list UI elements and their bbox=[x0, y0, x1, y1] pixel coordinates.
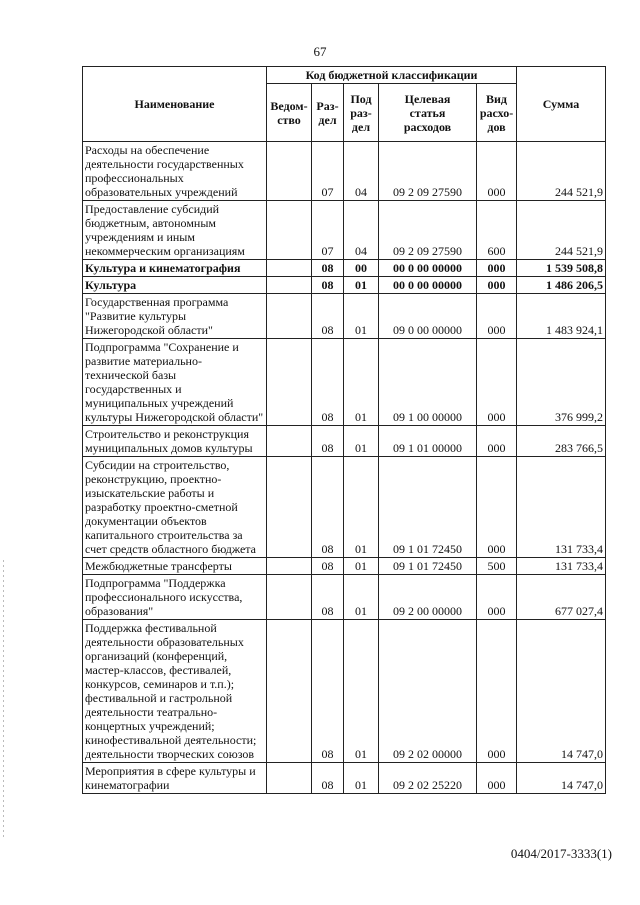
header-expense-type: Вид расхо- дов bbox=[477, 84, 517, 142]
header-razdel: Раз- дел bbox=[312, 84, 344, 142]
cell-expense-type: 000 bbox=[477, 339, 517, 426]
table-row bbox=[83, 277, 606, 294]
cell-sum: 1 483 924,1 bbox=[517, 294, 606, 339]
cell-podrazdel: 01 bbox=[344, 763, 379, 794]
cell-target-article: 00 0 00 00000 bbox=[379, 260, 477, 277]
table-row bbox=[83, 558, 606, 575]
cell-sum: 14 747,0 bbox=[517, 763, 606, 794]
cell-podrazdel: 01 bbox=[344, 620, 379, 763]
cell-name: Субсидии на строительство, реконструкцию, проектно-изыскательские работы и разработку проектно-сметной документации объектов капитального строительства за счет средств областного бюджета bbox=[83, 457, 267, 558]
cell-sum: 376 999,2 bbox=[517, 339, 606, 426]
table-row bbox=[83, 457, 606, 558]
cell-podrazdel: 00 bbox=[344, 260, 379, 277]
page-number: 67 bbox=[313, 44, 327, 59]
cell-vedomstvo bbox=[267, 763, 312, 794]
table-row bbox=[83, 142, 606, 201]
table-row bbox=[83, 294, 606, 339]
cell-podrazdel: 01 bbox=[344, 558, 379, 575]
cell-razdel: 08 bbox=[312, 763, 344, 794]
cell-vedomstvo bbox=[267, 457, 312, 558]
cell-podrazdel: 01 bbox=[344, 457, 379, 558]
cell-vedomstvo bbox=[267, 426, 312, 457]
table-row bbox=[83, 763, 606, 794]
cell-razdel: 08 bbox=[312, 575, 344, 620]
budget-table bbox=[82, 66, 606, 794]
cell-razdel: 08 bbox=[312, 339, 344, 426]
cell-target-article: 09 1 01 72450 bbox=[379, 457, 477, 558]
table-row bbox=[83, 575, 606, 620]
header-sum: Сумма bbox=[517, 67, 606, 142]
cell-razdel: 08 bbox=[312, 620, 344, 763]
cell-sum: 1 486 206,5 bbox=[517, 277, 606, 294]
cell-podrazdel: 01 bbox=[344, 277, 379, 294]
cell-sum: 244 521,9 bbox=[517, 142, 606, 201]
cell-sum: 131 733,4 bbox=[517, 558, 606, 575]
header-podrazdel: Под раз- дел bbox=[344, 84, 379, 142]
cell-name: Культура и кинематография bbox=[83, 260, 267, 277]
cell-podrazdel: 01 bbox=[344, 575, 379, 620]
table-row bbox=[83, 620, 606, 763]
cell-target-article: 09 2 09 27590 bbox=[379, 142, 477, 201]
cell-target-article: 09 2 02 25220 bbox=[379, 763, 477, 794]
cell-razdel: 08 bbox=[312, 260, 344, 277]
cell-name: Подпрограмма "Сохранение и развитие материально-технической базы государственных и муниципальных учреждений культуры Нижегородской области" bbox=[83, 339, 267, 426]
table-row bbox=[83, 201, 606, 260]
cell-expense-type: 000 bbox=[477, 142, 517, 201]
cell-razdel: 08 bbox=[312, 426, 344, 457]
cell-name: Межбюджетные трансферты bbox=[83, 558, 267, 575]
cell-name: Строительство и реконструкция муниципальных домов культуры bbox=[83, 426, 267, 457]
table-header bbox=[83, 67, 606, 142]
cell-podrazdel: 04 bbox=[344, 142, 379, 201]
cell-target-article: 09 2 00 00000 bbox=[379, 575, 477, 620]
cell-razdel: 07 bbox=[312, 201, 344, 260]
cell-name: Культура bbox=[83, 277, 267, 294]
table-row bbox=[83, 339, 606, 426]
header-name: Наименование bbox=[83, 67, 267, 142]
table-row bbox=[83, 426, 606, 457]
cell-sum: 1 539 508,8 bbox=[517, 260, 606, 277]
cell-target-article: 09 2 09 27590 bbox=[379, 201, 477, 260]
cell-target-article: 09 2 02 00000 bbox=[379, 620, 477, 763]
cell-podrazdel: 01 bbox=[344, 339, 379, 426]
cell-vedomstvo bbox=[267, 142, 312, 201]
cell-expense-type: 500 bbox=[477, 558, 517, 575]
header-classification-group: Код бюджетной классификации bbox=[267, 67, 517, 84]
cell-razdel: 08 bbox=[312, 294, 344, 339]
cell-podrazdel: 01 bbox=[344, 426, 379, 457]
cell-expense-type: 000 bbox=[477, 763, 517, 794]
table-body bbox=[83, 142, 606, 794]
header-vedomstvo: Ведом- ство bbox=[267, 84, 312, 142]
cell-expense-type: 000 bbox=[477, 575, 517, 620]
cell-razdel: 08 bbox=[312, 457, 344, 558]
cell-target-article: 00 0 00 00000 bbox=[379, 277, 477, 294]
cell-sum: 283 766,5 bbox=[517, 426, 606, 457]
scan-edge-mark bbox=[3, 560, 4, 840]
table-row bbox=[83, 260, 606, 277]
cell-razdel: 08 bbox=[312, 558, 344, 575]
cell-sum: 14 747,0 bbox=[517, 620, 606, 763]
cell-target-article: 09 1 01 00000 bbox=[379, 426, 477, 457]
cell-target-article: 09 1 00 00000 bbox=[379, 339, 477, 426]
cell-sum: 244 521,9 bbox=[517, 201, 606, 260]
cell-vedomstvo bbox=[267, 575, 312, 620]
cell-vedomstvo bbox=[267, 201, 312, 260]
cell-razdel: 08 bbox=[312, 277, 344, 294]
cell-podrazdel: 04 bbox=[344, 201, 379, 260]
cell-name: Подпрограмма "Поддержка профессионального искусства, образования" bbox=[83, 575, 267, 620]
cell-podrazdel: 01 bbox=[344, 294, 379, 339]
cell-name: Расходы на обеспечение деятельности государственных профессиональных образовательных учреждений bbox=[83, 142, 267, 201]
cell-expense-type: 000 bbox=[477, 277, 517, 294]
cell-vedomstvo bbox=[267, 277, 312, 294]
cell-sum: 131 733,4 bbox=[517, 457, 606, 558]
cell-vedomstvo bbox=[267, 339, 312, 426]
cell-razdel: 07 bbox=[312, 142, 344, 201]
cell-name: Мероприятия в сфере культуры и кинематографии bbox=[83, 763, 267, 794]
cell-expense-type: 000 bbox=[477, 260, 517, 277]
cell-target-article: 09 1 01 72450 bbox=[379, 558, 477, 575]
cell-vedomstvo bbox=[267, 558, 312, 575]
cell-name: Государственная программа "Развитие культуры Нижегородской области" bbox=[83, 294, 267, 339]
cell-name: Предоставление субсидий бюджетным, автономным учреждениям и иным некоммерческим организациям bbox=[83, 201, 267, 260]
document-code: 0404/2017-3333(1) bbox=[510, 846, 612, 861]
cell-expense-type: 000 bbox=[477, 294, 517, 339]
cell-sum: 677 027,4 bbox=[517, 575, 606, 620]
cell-vedomstvo bbox=[267, 260, 312, 277]
header-target-article: Целевая статья расходов bbox=[379, 84, 477, 142]
cell-expense-type: 000 bbox=[477, 620, 517, 763]
cell-vedomstvo bbox=[267, 620, 312, 763]
cell-target-article: 09 0 00 00000 bbox=[379, 294, 477, 339]
cell-vedomstvo bbox=[267, 294, 312, 339]
cell-expense-type: 600 bbox=[477, 201, 517, 260]
cell-expense-type: 000 bbox=[477, 426, 517, 457]
cell-name: Поддержка фестивальной деятельности образовательных организаций (конференций, мастер-классов, фестивалей, конкурсов, семинаров и т.п.); фестивальной и гастрольной деятельности театрально-концертных учреждений; кинофестивальной деятельности; деятельности творческих союзов bbox=[83, 620, 267, 763]
cell-expense-type: 000 bbox=[477, 457, 517, 558]
